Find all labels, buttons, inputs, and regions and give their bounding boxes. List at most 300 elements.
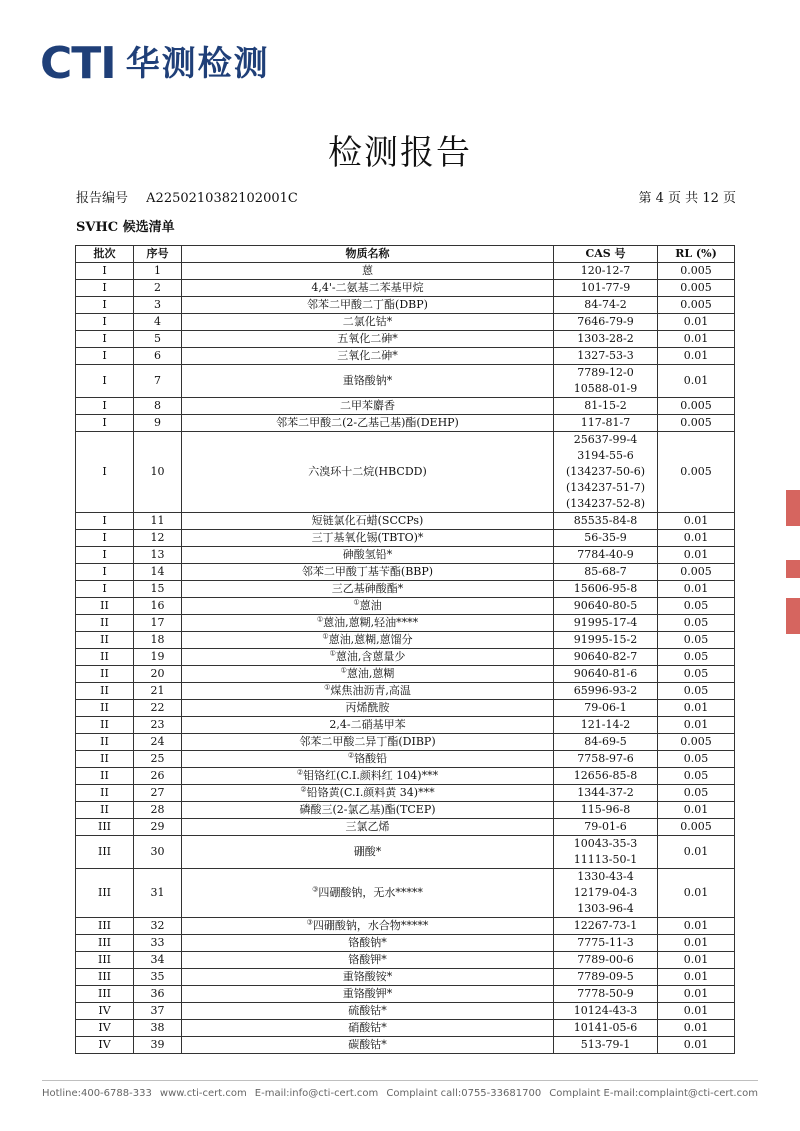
cas-number: 10043-35-3 bbox=[573, 836, 638, 850]
cell-name bbox=[182, 868, 554, 917]
cell-name bbox=[182, 313, 554, 330]
cell-batch: III bbox=[76, 835, 134, 868]
cas-number: 11113-50-1 bbox=[573, 852, 638, 866]
substance-name: 二氯化钴* bbox=[342, 314, 393, 328]
cell-name bbox=[182, 835, 554, 868]
cell-rl: 0.05 bbox=[658, 682, 735, 699]
substance-name: 邻苯二甲酸二(2-乙基己基)酯(DEHP) bbox=[276, 415, 459, 429]
table-row bbox=[76, 801, 735, 818]
header-rl: RL (%) bbox=[658, 246, 735, 263]
substance-name: 铬酸铅 bbox=[354, 751, 388, 765]
table-row bbox=[76, 364, 735, 397]
cell-rl: 0.005 bbox=[658, 397, 735, 414]
table-row bbox=[76, 985, 735, 1002]
table-row bbox=[76, 279, 735, 296]
table-row bbox=[76, 580, 735, 597]
substance-name: 邻苯二甲酸二丁酯(DBP) bbox=[307, 297, 428, 311]
cell-no: 33 bbox=[134, 934, 182, 951]
seal-stamp-fragment bbox=[786, 560, 800, 578]
cell-rl: 0.005 bbox=[658, 563, 735, 580]
cell-batch: III bbox=[76, 868, 134, 917]
cell-rl: 0.01 bbox=[658, 1002, 735, 1019]
cas-number: 79-06-1 bbox=[584, 700, 627, 714]
table-row bbox=[76, 431, 735, 512]
cas-number: 12656-85-8 bbox=[573, 768, 638, 782]
substance-name: 三氯乙烯 bbox=[345, 819, 390, 833]
substance-name: 六溴环十二烷(HBCDD) bbox=[308, 464, 427, 478]
substance-name: 五氧化二砷* bbox=[337, 331, 398, 345]
cell-rl: 0.05 bbox=[658, 784, 735, 801]
cell-name bbox=[182, 968, 554, 985]
footer bbox=[42, 1088, 758, 1099]
footnote-mark: ③ bbox=[312, 885, 319, 894]
cas-number: 7775-11-3 bbox=[577, 935, 634, 949]
footer-divider bbox=[42, 1080, 758, 1081]
cell-name bbox=[182, 801, 554, 818]
cas-number: 1344-37-2 bbox=[577, 785, 634, 799]
cell-batch: II bbox=[76, 750, 134, 767]
cell-batch: IV bbox=[76, 1019, 134, 1036]
cell-cas bbox=[554, 347, 658, 364]
footer-complaint-call: Complaint call:0755-33681700 bbox=[386, 1088, 542, 1099]
cas-number: 90640-81-6 bbox=[573, 666, 638, 680]
cell-no: 38 bbox=[134, 1019, 182, 1036]
cell-cas bbox=[554, 968, 658, 985]
cas-number: 12179-04-3 bbox=[573, 885, 638, 899]
table-row bbox=[76, 512, 735, 529]
cell-batch: I bbox=[76, 431, 134, 512]
cell-rl: 0.05 bbox=[658, 767, 735, 784]
cell-cas bbox=[554, 563, 658, 580]
cell-no: 8 bbox=[134, 397, 182, 414]
cas-number: 7789-00-6 bbox=[577, 952, 634, 966]
cell-no: 7 bbox=[134, 364, 182, 397]
cell-no: 1 bbox=[134, 262, 182, 279]
cell-name bbox=[182, 279, 554, 296]
substance-name: 铬酸钠* bbox=[348, 935, 387, 949]
cell-rl: 0.01 bbox=[658, 699, 735, 716]
cell-batch: II bbox=[76, 733, 134, 750]
cell-no: 18 bbox=[134, 631, 182, 648]
cell-cas bbox=[554, 330, 658, 347]
page-info: 第 4 页 共 12 页 bbox=[638, 191, 736, 206]
table-row bbox=[76, 1019, 735, 1036]
cell-no: 9 bbox=[134, 414, 182, 431]
cell-cas bbox=[554, 580, 658, 597]
cell-name bbox=[182, 580, 554, 597]
cell-rl: 0.005 bbox=[658, 414, 735, 431]
cell-no: 16 bbox=[134, 597, 182, 614]
substance-name: 铅铬黄(C.I.颜料黄 34)*** bbox=[306, 785, 435, 799]
cell-name bbox=[182, 546, 554, 563]
cell-cas bbox=[554, 750, 658, 767]
footer-hotline: Hotline:400-6788-333 bbox=[42, 1088, 152, 1099]
cell-batch: II bbox=[76, 614, 134, 631]
cell-no: 32 bbox=[134, 917, 182, 934]
company-logo bbox=[40, 40, 270, 88]
footnote-mark: ② bbox=[296, 768, 304, 777]
cell-rl: 0.05 bbox=[658, 631, 735, 648]
table-row bbox=[76, 347, 735, 364]
table-row bbox=[76, 1002, 735, 1019]
table-row bbox=[76, 750, 735, 767]
table-row bbox=[76, 563, 735, 580]
cell-cas bbox=[554, 614, 658, 631]
cell-batch: I bbox=[76, 279, 134, 296]
substance-name: 重铬酸钾* bbox=[342, 986, 393, 1000]
cell-no: 30 bbox=[134, 835, 182, 868]
cell-name bbox=[182, 597, 554, 614]
substance-name: 三丁基氧化锡(TBTO)* bbox=[311, 530, 424, 544]
cell-cas bbox=[554, 733, 658, 750]
cell-rl: 0.01 bbox=[658, 934, 735, 951]
cell-batch: IV bbox=[76, 1002, 134, 1019]
cell-batch: I bbox=[76, 529, 134, 546]
cell-no: 4 bbox=[134, 313, 182, 330]
cell-cas bbox=[554, 631, 658, 648]
cas-number: 121-14-2 bbox=[580, 717, 631, 731]
cas-number: 85-68-7 bbox=[584, 564, 627, 578]
cas-number: 120-12-7 bbox=[580, 263, 631, 277]
cell-rl: 0.01 bbox=[658, 985, 735, 1002]
cell-rl: 0.01 bbox=[658, 546, 735, 563]
substance-name: 短链氯化石蜡(SCCPs) bbox=[311, 513, 424, 527]
cas-number: 10124-43-3 bbox=[573, 1003, 638, 1017]
cas-number: 84-69-5 bbox=[584, 734, 627, 748]
table-row bbox=[76, 414, 735, 431]
cell-no: 12 bbox=[134, 529, 182, 546]
cell-batch: I bbox=[76, 347, 134, 364]
cell-name bbox=[182, 262, 554, 279]
cell-batch: III bbox=[76, 818, 134, 835]
table-row bbox=[76, 716, 735, 733]
cell-name bbox=[182, 563, 554, 580]
cell-batch: I bbox=[76, 414, 134, 431]
cell-rl: 0.05 bbox=[658, 648, 735, 665]
cell-rl: 0.05 bbox=[658, 597, 735, 614]
cell-cas bbox=[554, 917, 658, 934]
cell-name bbox=[182, 614, 554, 631]
cell-cas bbox=[554, 597, 658, 614]
table-row bbox=[76, 529, 735, 546]
table-row bbox=[76, 262, 735, 279]
svhc-table bbox=[75, 245, 735, 1054]
substance-name: 蒽油,含蒽量少 bbox=[335, 649, 406, 663]
cell-rl: 0.01 bbox=[658, 1019, 735, 1036]
substance-name: 二甲苯麝香 bbox=[340, 398, 395, 412]
cell-no: 15 bbox=[134, 580, 182, 597]
cell-rl: 0.05 bbox=[658, 614, 735, 631]
table-row bbox=[76, 330, 735, 347]
cell-no: 29 bbox=[134, 818, 182, 835]
substance-name: 邻苯二甲酸丁基苄酯(BBP) bbox=[301, 564, 434, 578]
substance-name: 邻苯二甲酸二异丁酯(DIBP) bbox=[299, 734, 436, 748]
cell-cas bbox=[554, 296, 658, 313]
table-row bbox=[76, 835, 735, 868]
cas-number: 1330-43-4 bbox=[577, 869, 634, 883]
cas-number: 10141-05-6 bbox=[573, 1020, 638, 1034]
footnote-mark: ① bbox=[353, 598, 360, 607]
cell-name bbox=[182, 296, 554, 313]
cell-name bbox=[182, 917, 554, 934]
seal-stamp-fragment bbox=[786, 598, 800, 634]
cell-rl: 0.05 bbox=[658, 750, 735, 767]
cell-batch: I bbox=[76, 546, 134, 563]
table-row bbox=[76, 818, 735, 835]
footnote-mark: ② bbox=[347, 751, 355, 760]
table-row bbox=[76, 968, 735, 985]
cell-rl: 0.01 bbox=[658, 835, 735, 868]
cas-number: 91995-17-4 bbox=[573, 615, 638, 629]
cas-number: 25637-99-4 bbox=[573, 432, 638, 446]
cell-batch: II bbox=[76, 801, 134, 818]
cell-name bbox=[182, 364, 554, 397]
table-row bbox=[76, 597, 735, 614]
cell-no: 31 bbox=[134, 868, 182, 917]
cell-cas bbox=[554, 682, 658, 699]
cell-no: 28 bbox=[134, 801, 182, 818]
cas-number: (134237-50-6) bbox=[565, 464, 645, 478]
cell-no: 27 bbox=[134, 784, 182, 801]
cell-batch: I bbox=[76, 580, 134, 597]
cell-batch: II bbox=[76, 682, 134, 699]
cell-batch: II bbox=[76, 716, 134, 733]
cell-rl: 0.01 bbox=[658, 347, 735, 364]
cell-no: 6 bbox=[134, 347, 182, 364]
cas-number: 56-35-9 bbox=[584, 530, 627, 544]
cell-cas bbox=[554, 546, 658, 563]
cas-number: 90640-82-7 bbox=[573, 649, 638, 663]
section-subtitle: SVHC 候选清单 bbox=[76, 220, 175, 235]
substance-name: 煤焦油沥青,高温 bbox=[330, 683, 411, 697]
table-header-row bbox=[76, 246, 735, 263]
cas-number: 81-15-2 bbox=[584, 398, 627, 412]
footnote-mark: ① bbox=[316, 615, 324, 624]
cell-rl: 0.005 bbox=[658, 818, 735, 835]
cell-batch: I bbox=[76, 262, 134, 279]
cell-cas bbox=[554, 801, 658, 818]
cas-number: 1303-28-2 bbox=[577, 331, 634, 345]
seal-stamp-fragment bbox=[786, 490, 800, 526]
footer-email[interactable]: E-mail:info@cti-cert.com bbox=[254, 1088, 379, 1099]
cell-no: 3 bbox=[134, 296, 182, 313]
cell-no: 39 bbox=[134, 1036, 182, 1053]
cell-no: 25 bbox=[134, 750, 182, 767]
cell-rl: 0.01 bbox=[658, 330, 735, 347]
cell-no: 10 bbox=[134, 431, 182, 512]
cell-batch: II bbox=[76, 699, 134, 716]
cell-name bbox=[182, 951, 554, 968]
cell-name bbox=[182, 397, 554, 414]
substance-name: 四硼酸钠，无水***** bbox=[318, 885, 423, 899]
cell-cas bbox=[554, 716, 658, 733]
cas-number: 84-74-2 bbox=[584, 297, 627, 311]
report-number bbox=[76, 187, 298, 206]
cas-number: 85535-84-8 bbox=[573, 513, 638, 527]
table-row bbox=[76, 631, 735, 648]
cell-rl: 0.01 bbox=[658, 716, 735, 733]
cell-cas bbox=[554, 648, 658, 665]
table-row bbox=[76, 1036, 735, 1053]
cell-batch: I bbox=[76, 313, 134, 330]
table-row bbox=[76, 917, 735, 934]
cell-batch: II bbox=[76, 784, 134, 801]
footnote-mark: ① bbox=[324, 683, 331, 692]
cell-name bbox=[182, 784, 554, 801]
cell-rl: 0.01 bbox=[658, 868, 735, 917]
cell-batch: II bbox=[76, 597, 134, 614]
cas-number: (134237-52-8) bbox=[565, 496, 645, 510]
table-row bbox=[76, 767, 735, 784]
substance-name: 碳酸钴* bbox=[348, 1037, 387, 1051]
cell-batch: II bbox=[76, 665, 134, 682]
cell-rl: 0.005 bbox=[658, 262, 735, 279]
cell-name bbox=[182, 682, 554, 699]
substance-name: 砷酸氢铅* bbox=[342, 547, 393, 561]
cell-cas bbox=[554, 414, 658, 431]
cas-number: 513-79-1 bbox=[580, 1037, 631, 1051]
cell-name bbox=[182, 985, 554, 1002]
header-batch: 批次 bbox=[76, 246, 134, 263]
cas-number: 7789-12-0 bbox=[577, 365, 634, 379]
cas-number: 15606-95-8 bbox=[573, 581, 638, 595]
cell-name bbox=[182, 1036, 554, 1053]
cas-number: 101-77-9 bbox=[580, 280, 631, 294]
cell-no: 13 bbox=[134, 546, 182, 563]
table-row bbox=[76, 296, 735, 313]
footnote-mark: ③ bbox=[306, 918, 313, 927]
substance-name: 硫酸钴* bbox=[348, 1003, 387, 1017]
report-title: 检测报告 bbox=[328, 133, 472, 173]
table-row bbox=[76, 951, 735, 968]
cell-name bbox=[182, 716, 554, 733]
substance-name: 磷酸三(2-氯乙基)酯(TCEP) bbox=[299, 802, 436, 816]
cas-number: 7784-40-9 bbox=[577, 547, 634, 561]
cell-rl: 0.01 bbox=[658, 951, 735, 968]
cell-cas bbox=[554, 767, 658, 784]
cell-no: 2 bbox=[134, 279, 182, 296]
table-row bbox=[76, 546, 735, 563]
cell-cas bbox=[554, 431, 658, 512]
footnote-mark: ② bbox=[300, 785, 307, 794]
cell-cas bbox=[554, 985, 658, 1002]
cell-batch: III bbox=[76, 934, 134, 951]
cell-rl: 0.005 bbox=[658, 279, 735, 296]
cell-no: 22 bbox=[134, 699, 182, 716]
header-no: 序号 bbox=[134, 246, 182, 263]
cell-batch: III bbox=[76, 985, 134, 1002]
cell-no: 21 bbox=[134, 682, 182, 699]
cell-no: 5 bbox=[134, 330, 182, 347]
table-row bbox=[76, 665, 735, 682]
substance-name: 4,4'-二氨基二苯基甲烷 bbox=[311, 280, 424, 294]
cell-no: 20 bbox=[134, 665, 182, 682]
table-row bbox=[76, 614, 735, 631]
cell-batch: I bbox=[76, 563, 134, 580]
cell-no: 14 bbox=[134, 563, 182, 580]
cell-name bbox=[182, 767, 554, 784]
table-row bbox=[76, 934, 735, 951]
table-row bbox=[76, 733, 735, 750]
cell-no: 24 bbox=[134, 733, 182, 750]
cell-cas bbox=[554, 784, 658, 801]
cell-cas bbox=[554, 665, 658, 682]
cas-number: 7646-79-9 bbox=[577, 314, 634, 328]
cell-no: 34 bbox=[134, 951, 182, 968]
cell-rl: 0.005 bbox=[658, 296, 735, 313]
cell-batch: II bbox=[76, 648, 134, 665]
substance-name: 蒽油,蒽糊 bbox=[346, 666, 395, 680]
cell-rl: 0.01 bbox=[658, 1036, 735, 1053]
cas-number: 115-96-8 bbox=[580, 802, 631, 816]
cas-number: (134237-51-7) bbox=[565, 480, 645, 494]
cas-number: 7758-97-6 bbox=[577, 751, 634, 765]
cell-no: 37 bbox=[134, 1002, 182, 1019]
cas-number: 1327-53-3 bbox=[577, 348, 634, 362]
cell-batch: III bbox=[76, 917, 134, 934]
table-row bbox=[76, 699, 735, 716]
cell-name bbox=[182, 347, 554, 364]
substance-name: 2,4-二硝基甲苯 bbox=[329, 717, 406, 731]
cell-rl: 0.01 bbox=[658, 801, 735, 818]
cell-batch: II bbox=[76, 631, 134, 648]
table-body bbox=[76, 262, 735, 1053]
cell-cas bbox=[554, 364, 658, 397]
cell-rl: 0.01 bbox=[658, 968, 735, 985]
cell-no: 19 bbox=[134, 648, 182, 665]
cell-cas bbox=[554, 397, 658, 414]
header-name: 物质名称 bbox=[182, 246, 554, 263]
cell-cas bbox=[554, 699, 658, 716]
cas-number: 117-81-7 bbox=[580, 415, 631, 429]
cell-rl: 0.01 bbox=[658, 580, 735, 597]
cell-rl: 0.01 bbox=[658, 313, 735, 330]
cell-cas bbox=[554, 868, 658, 917]
cell-no: 11 bbox=[134, 512, 182, 529]
cell-name bbox=[182, 733, 554, 750]
cell-rl: 0.005 bbox=[658, 733, 735, 750]
cell-no: 17 bbox=[134, 614, 182, 631]
table-row bbox=[76, 784, 735, 801]
cell-batch: II bbox=[76, 767, 134, 784]
cell-no: 23 bbox=[134, 716, 182, 733]
cas-number: 10588-01-9 bbox=[573, 381, 638, 395]
cell-name bbox=[182, 818, 554, 835]
cell-no: 35 bbox=[134, 968, 182, 985]
cell-name bbox=[182, 648, 554, 665]
cas-number: 90640-80-5 bbox=[573, 598, 638, 612]
cell-name bbox=[182, 1002, 554, 1019]
cell-name bbox=[182, 665, 554, 682]
table-row bbox=[76, 682, 735, 699]
cell-no: 26 bbox=[134, 767, 182, 784]
cell-cas bbox=[554, 818, 658, 835]
cell-batch: I bbox=[76, 330, 134, 347]
cas-number: 91995-15-2 bbox=[573, 632, 638, 646]
footnote-mark: ① bbox=[329, 649, 336, 658]
cas-number: 12267-73-1 bbox=[573, 918, 638, 932]
substance-name: 铬酸钾* bbox=[348, 952, 387, 966]
cell-name bbox=[182, 750, 554, 767]
substance-name: 硝酸钴* bbox=[348, 1020, 387, 1034]
cell-cas bbox=[554, 512, 658, 529]
cell-batch: III bbox=[76, 951, 134, 968]
footer-complaint-email[interactable]: Complaint E-mail:complaint@cti-cert.com bbox=[549, 1088, 758, 1099]
cell-cas bbox=[554, 1036, 658, 1053]
footer-website[interactable]: www.cti-cert.com bbox=[159, 1088, 247, 1099]
cell-cas bbox=[554, 1002, 658, 1019]
logo-brand: CTI bbox=[40, 38, 116, 89]
